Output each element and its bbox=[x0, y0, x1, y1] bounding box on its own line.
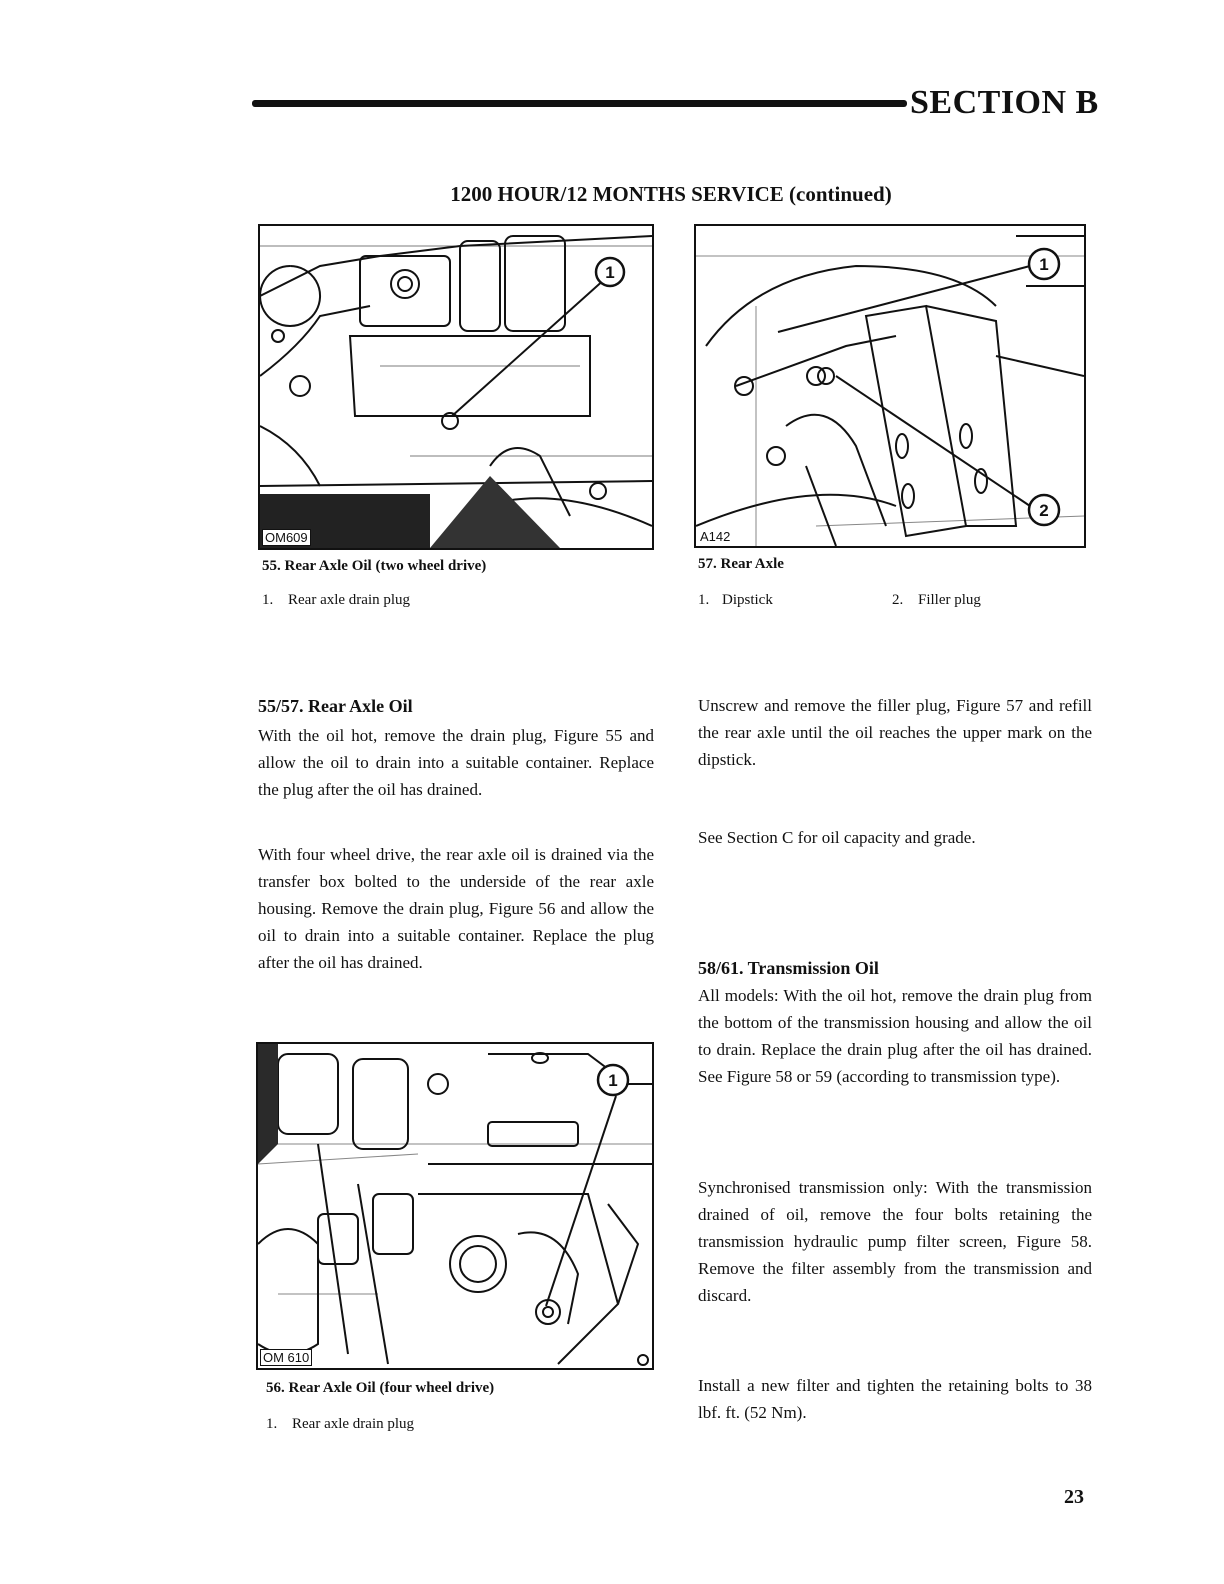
rear-axle-heading: 55/57. Rear Axle Oil bbox=[258, 696, 413, 716]
figure-57-image bbox=[694, 224, 1086, 548]
figure-57-callout-1: 1 bbox=[1039, 255, 1049, 274]
transmission-heading: 58/61. Transmission Oil bbox=[698, 958, 879, 978]
figure-57-item-1-number: 1. bbox=[698, 592, 710, 608]
figure-57-tag: A142 bbox=[700, 529, 731, 544]
figure-56-image bbox=[256, 1042, 654, 1370]
figure-56-illustration bbox=[258, 1044, 652, 1368]
figure-57-illustration bbox=[696, 226, 1084, 546]
figure-55-image bbox=[258, 224, 654, 550]
rear-axle-paragraph-2: With four wheel drive, the rear axle oil is drained via the transfer box bolted to the underside of the rear axle housing. Remove the drain plug, Figure 56 and allow the oil to drain into a suitable container. Replace the plug after the oil has drained. bbox=[258, 845, 654, 972]
section-label: SECTION B bbox=[910, 84, 1099, 121]
figure-55-illustration bbox=[260, 226, 652, 548]
figure-56-callout: 1 bbox=[608, 1071, 618, 1090]
figure-56-item-text: Rear axle drain plug bbox=[292, 1416, 415, 1432]
figure-57-item-2-number: 2. bbox=[892, 592, 904, 608]
rear-axle-paragraph-3: Unscrew and remove the filler plug, Figure 57 and refill the rear axle until the oil reaches the upper mark on the dipstick. bbox=[698, 696, 1092, 769]
figure-56-item-number: 1. bbox=[266, 1416, 278, 1432]
rear-axle-paragraph-1: With the oil hot, remove the drain plug, Figure 55 and allow the oil to drain into a suitable container. Replace the plug after the oil has drained. bbox=[258, 726, 654, 799]
figure-55-caption: 55. Rear Axle Oil (two wheel drive) bbox=[262, 558, 487, 574]
page-title: 1200 HOUR/12 MONTHS SERVICE (continued) bbox=[450, 182, 892, 206]
figure-55-tag: OM609 bbox=[262, 529, 311, 546]
transmission-paragraph-3: Install a new filter and tighten the retaining bolts to 38 lbf. ft. (52 Nm). bbox=[698, 1376, 1092, 1422]
page-number: 23 bbox=[1064, 1486, 1084, 1508]
figure-55-item-number: 1. bbox=[262, 592, 274, 608]
figure-57-callout-2: 2 bbox=[1039, 501, 1049, 520]
rear-axle-paragraph-4: See Section C for oil capacity and grade. bbox=[698, 828, 976, 847]
figure-55-item-text: Rear axle drain plug bbox=[288, 592, 411, 608]
transmission-paragraph-1: All models: With the oil hot, remove the drain plug from the bottom of the transmission housing and allow the oil to drain. Replace the drain plug after the oil has drained. See Figure 58 or 59 (according to transmission type). bbox=[698, 986, 1092, 1086]
figure-55-callout: 1 bbox=[605, 263, 615, 282]
figure-56-tag: OM 610 bbox=[260, 1349, 312, 1366]
figure-56-caption: 56. Rear Axle Oil (four wheel drive) bbox=[266, 1380, 495, 1396]
figure-57-item-2-text: Filler plug bbox=[918, 592, 981, 608]
section-rule bbox=[252, 100, 907, 107]
figure-57-item-1-text: Dipstick bbox=[722, 592, 773, 608]
figure-57-caption: 57. Rear Axle bbox=[698, 556, 784, 572]
transmission-paragraph-2: Synchronised transmission only: With the transmission drained of oil, remove the four bolts retaining the transmission hydraulic pump filter screen, Figure 58. Remove the filter assembly from the transmission and discard. bbox=[698, 1178, 1092, 1305]
